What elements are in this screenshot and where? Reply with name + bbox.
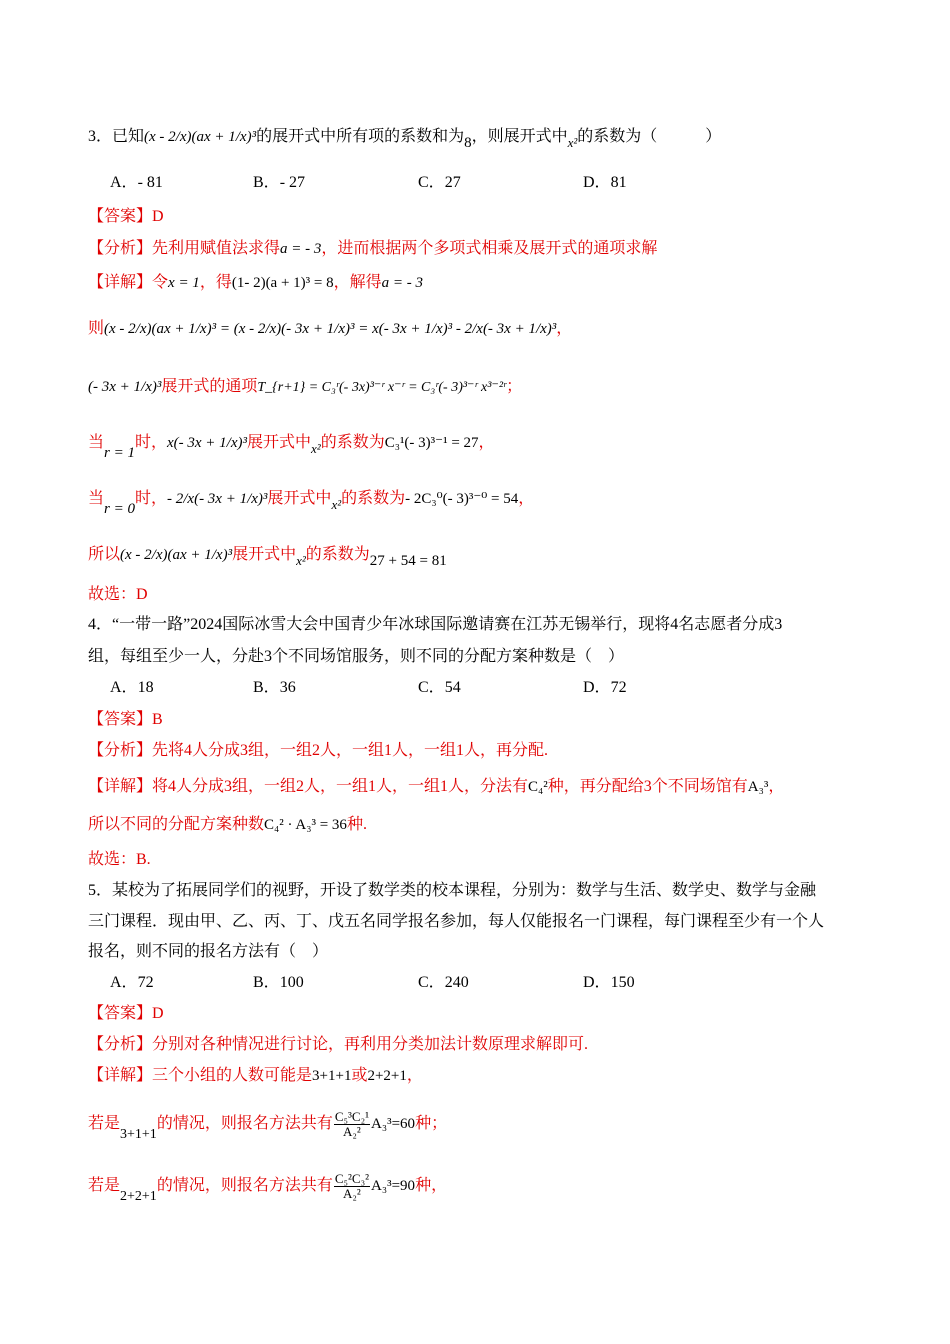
q4-option-d: D．72	[583, 679, 627, 696]
q3-target-term: x²	[567, 135, 578, 150]
answer-tag: 【答案】	[88, 1005, 153, 1022]
q5-stem-line-2: 三门课程．现由甲、乙、丙、丁、戊五名同学报名参加，每人仅能报名一门课程，每门课程至少有一个人	[88, 913, 825, 930]
q3-detail-line-1: 【详解】令x = 1，得(1- 2)(a + 1)³ = 8，解得a = - 3	[88, 274, 424, 291]
q4-detail-line-1: 【详解】将4人分成3组，一组2人，一组1人，一组1人，分法有C₄²种，再分配给3个不同场馆有A₃³，	[88, 778, 785, 795]
answer-value: B	[152, 711, 163, 728]
q5-stem-line-1: 5．某校为了拓展同学们的视野，开设了数学类的校本课程，分别为：数学与生活、数学史、数学与金融	[88, 882, 817, 899]
q5-option-b: B．100	[253, 974, 304, 991]
detail-tag: 【详解】	[88, 274, 153, 291]
q3-option-d: D．81	[583, 174, 627, 191]
q5-stem-line-3: 报名，则不同的报名方法有（ ）	[88, 943, 329, 960]
q3-stem-suffix: 的系数为（ ）	[577, 128, 722, 145]
q3-detail-line-3: (- 3x + 1/x)³展开式的通项T_{r+1} = C₃ʳ(- 3x)³⁻ʳ x⁻ʳ = C₃ʳ(- 3)³⁻ʳ x³⁻²ʳ；	[88, 378, 523, 395]
q3-stem-expression: (x - 2/x)(ax + 1/x)³	[144, 129, 257, 145]
q4-detail-line-2: 所以不同的分配方案种数C₄² · A₃³ = 36种.	[88, 816, 367, 833]
q3-coefficient-sum: 8	[464, 135, 472, 151]
analysis-tag: 【分析】	[88, 742, 153, 759]
answer-tag: 【答案】	[88, 711, 153, 728]
q4-options	[110, 677, 810, 699]
q5-answer	[88, 1003, 164, 1025]
q5-case1-fraction: $\frac{\text{C₅³C₂¹}}{\text{A₂²}}$	[334, 1109, 370, 1139]
detail-tag: 【详解】	[88, 778, 153, 795]
q3-stem-text-2: ，则展开式中	[471, 128, 568, 145]
q3-detail-line-5: 当r = 0时，- 2/x(- 3x + 1/x)³展开式中$_{x^2}$的系数为- 2C₃⁰(- 3)³⁻⁰ = 54，	[88, 490, 535, 517]
q5-option-a: A．72	[110, 974, 154, 991]
q4-stem-line-1: 4．“一带一路”2024国际冰雪大会中国青少年冰球国际邀请赛在江苏无锡举行，现将4名志愿者分成3	[88, 616, 783, 633]
q4-answer	[88, 709, 163, 731]
q3-detail-line-4: 当r = 1时，x(- 3x + 1/x)³展开式中$_{x^2}$的系数为C₃¹(- 3)³⁻¹ = 27，	[88, 434, 495, 461]
q3-options	[110, 172, 810, 194]
q3-stem-text: 的展开式中所有项的系数和为	[256, 128, 465, 145]
q5-case-1: 若是3+1+1的情况，则报名方法共有 $\frac{\text{C₅³C₂¹}}{\text{A₂²}}$ A₃³=60种；	[88, 1109, 448, 1143]
q5-options	[110, 972, 810, 994]
q4-choose: 故选：B.	[88, 851, 151, 868]
q5-detail-line-1: 【详解】三个小组的人数可能是3+1+1或2+2+1，	[88, 1067, 423, 1084]
q3-detail-line-2: 则(x - 2/x)(ax + 1/x)³ = (x - 2/x)(- 3x + 1/x)³ = x(- 3x + 1/x)³ - 2/x(- 3x + 1/x)³，	[88, 320, 573, 337]
q3-general-term-formula: T_{r+1} = C₃ʳ(- 3x)³⁻ʳ x⁻ʳ = C₃ʳ(- 3)³⁻ʳ x³⁻²ʳ	[257, 380, 507, 395]
analysis-tag: 【分析】	[88, 1036, 153, 1053]
q5-case2-fraction: $\frac{\text{C₅²C₃²}}{\text{A₂²}}$	[334, 1171, 370, 1201]
q3-analysis-expression: a = - 3	[280, 241, 322, 257]
q3-option-a: A．- 81	[110, 174, 163, 191]
q4-option-a: A．18	[110, 679, 154, 696]
q3-analysis: 【分析】先利用赋值法求得a = - 3，进而根据两个多项式相乘及展开式的通项求解	[88, 240, 658, 257]
q4-option-c: C．54	[418, 679, 461, 696]
q3-option-c: C．27	[418, 174, 461, 191]
answer-tag: 【答案】	[88, 208, 153, 225]
q5-analysis: 【分析】分别对各种情况进行讨论，再利用分类加法计数原理求解即可.	[88, 1036, 589, 1053]
q3-stem	[88, 126, 722, 151]
q3-expansion-expression: (x - 2/x)(ax + 1/x)³ = (x - 2/x)(- 3x + 1/x)³ = x(- 3x + 1/x)³ - 2/x(- 3x + 1/x)³	[104, 321, 557, 337]
q3-detail-line-6: 所以(x - 2/x)(ax + 1/x)³展开式中$_{x^2}$的系数为27 + 54 = 81	[88, 546, 447, 569]
q3-stem-prefix: 3．已知	[88, 128, 145, 145]
q5-option-c: C．240	[418, 974, 469, 991]
q3-choose: 故选：D	[88, 586, 148, 603]
q3-option-b: B．- 27	[253, 174, 306, 191]
answer-value: D	[152, 208, 164, 225]
q4-analysis: 【分析】先将4人分成3组，一组2人，一组1人，一组1人，再分配.	[88, 742, 549, 759]
q5-option-d: D．150	[583, 974, 635, 991]
detail-tag: 【详解】	[88, 1067, 153, 1084]
q5-case-2: 若是2+2+1的情况，则报名方法共有 $\frac{\text{C₅²C₃²}}{\text{A₂²}}$ A₃³=90种，	[88, 1171, 448, 1205]
q4-option-b: B．36	[253, 679, 296, 696]
q3-answer	[88, 206, 164, 228]
q4-stem-line-2: 组，每组至少一人，分赴3个不同场馆服务，则不同的分配方案种数是（ ）	[88, 648, 625, 665]
analysis-tag: 【分析】	[88, 240, 153, 257]
answer-value: D	[152, 1005, 164, 1022]
